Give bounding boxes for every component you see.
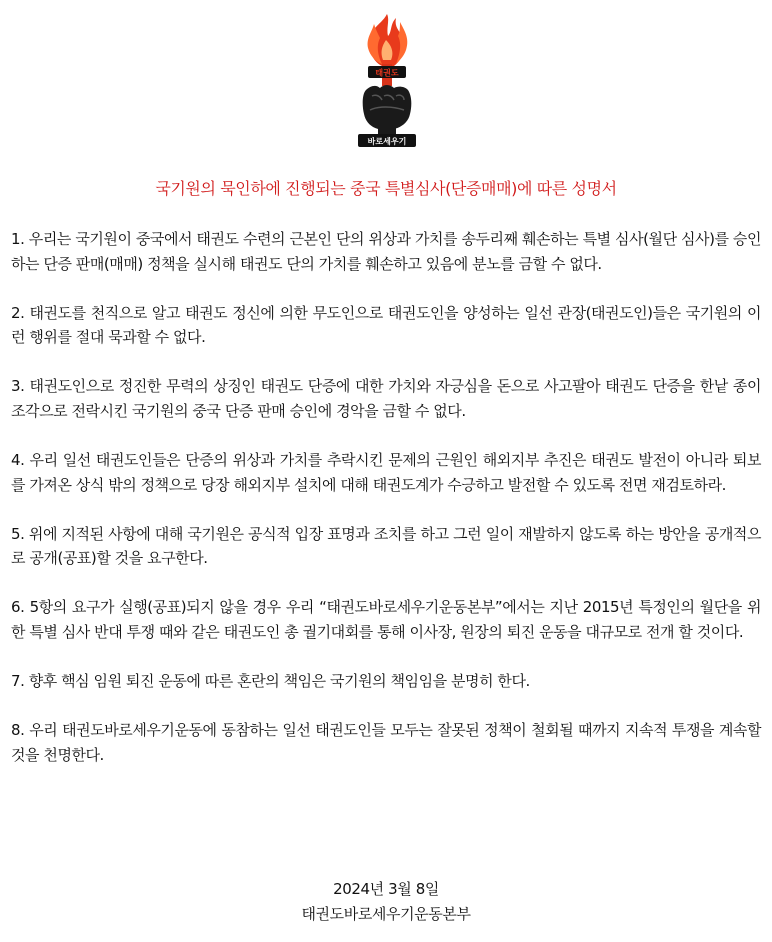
paragraph-4: 4. 우리 일선 태권도인들은 단증의 위상과 가치를 추락시킨 문제의 근원인 해외지부 추진은 태권도 발전이 아니라 퇴보를 가져온 상식 밖의 정책으로 당장 해외지부 설치에 대해 태권도계가 수긍하고 발전할 수 있도록 전면 재검토하라. xyxy=(11,451,761,494)
statement-body xyxy=(11,227,761,792)
organization-name: 태권도바로세우기운동본부 xyxy=(301,905,471,923)
document-title: 국기원의 묵인하에 진행되는 중국 특별심사(단증매매)에 따른 성명서 xyxy=(155,179,617,198)
logo-bottom-text: 바로세우기 xyxy=(367,136,407,146)
paragraph-3: 3. 태권도인으로 정진한 무력의 상징인 태권도 단증에 대한 가치와 자긍심을 돈으로 사고팔아 태권도 단증을 한낱 종이 조각으로 전락시킨 국기원의 중국 단증 판매 승인에 경악을 금할 수 없다. xyxy=(11,377,761,420)
paragraph-1: 1. 우리는 국기원이 중국에서 태권도 수련의 근본인 단의 위상과 가치를 송두리째 훼손하는 특별 심사(월단 심사)를 승인하는 단증 판매(매매) 정책을 실시해 태권도 단의 가치를 훼손하고 있음에 분노를 금할 수 없다. xyxy=(11,230,761,273)
statement-date: 2024년 3월 8일 xyxy=(333,880,439,898)
paragraph-2: 2. 태권도를 천직으로 알고 태권도 정신에 의한 무도인으로 태권도인을 양성하는 일선 관장(태권도인)들은 국기원의 이런 행위를 절대 묵과할 수 없다. xyxy=(11,303,761,347)
signature-block xyxy=(0,877,772,927)
torch-fist-icon xyxy=(352,10,422,150)
paragraph-6: 6. 5항의 요구가 실행(공표)되지 않을 경우 우리 “태권도바로세우기운동본부”에서는 지난 2015년 특정인의 월단을 위한 특별 심사 반대 투쟁 때와 같은 태권도인 총 궐기대회를 통해 이사장, 원장의 퇴진 운동을 대규모로 전개 할 것이다. xyxy=(11,598,761,642)
logo xyxy=(352,10,422,150)
paragraph-7: 7. 향후 핵심 임원 퇴진 운동에 따른 혼란의 책임은 국기원의 책임임을 분명히 한다. xyxy=(11,672,530,691)
paragraph-8: 8. 우리 태권도바로세우기운동에 동참하는 일선 태권도인들 모두는 잘못된 정책이 철회될 때까지 지속적 투쟁을 계속할 것을 천명한다. xyxy=(11,721,761,764)
logo-top-text: 태권도 xyxy=(375,68,399,78)
paragraph-5: 5. 위에 지적된 사항에 대해 국기원은 공식적 입장 표명과 조치를 하고 그런 일이 재발하지 않도록 하는 방안을 공개적으로 공개(공표)할 것을 요구한다. xyxy=(11,524,761,568)
